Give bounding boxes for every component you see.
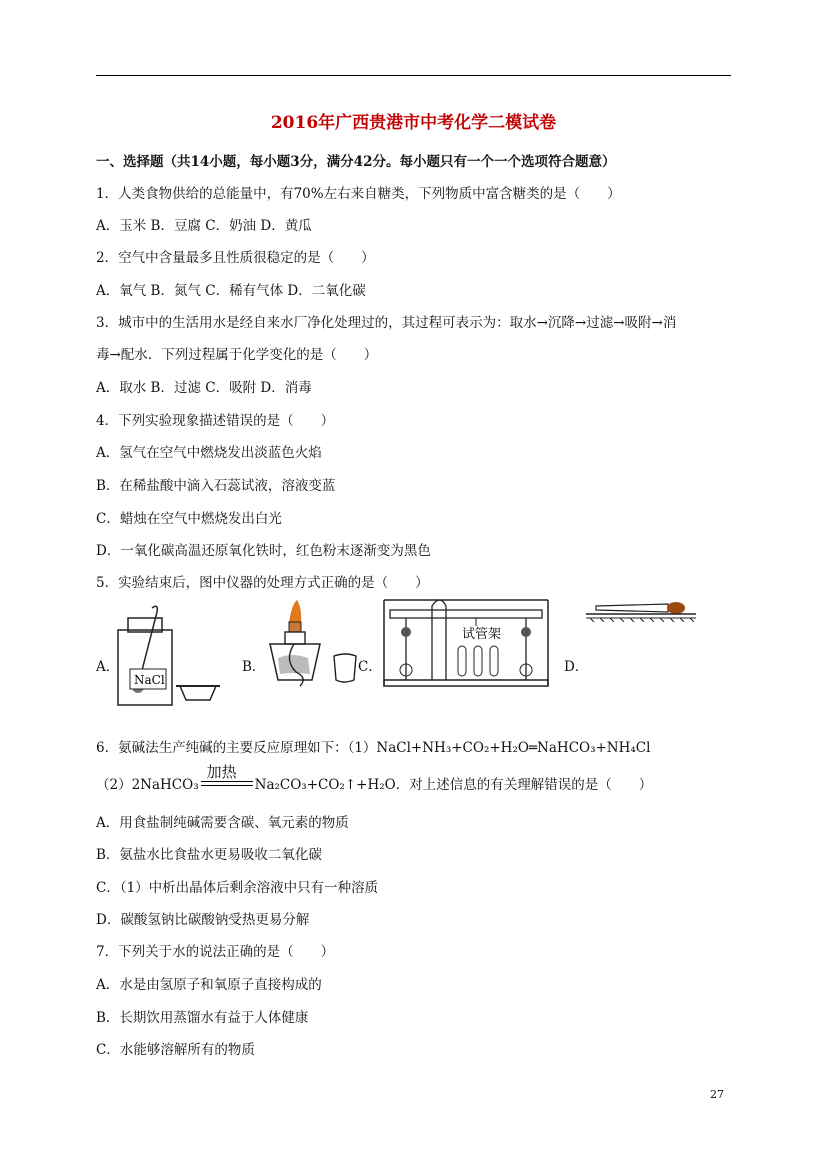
q1-stem: 1．人类食物供给的总能量中，有70%左右来自糖类，下列物质中富含糖类的是（ ） (96, 186, 621, 202)
q6-option-b: B．氨盐水比食盐水更易吸收二氧化碳 (96, 847, 322, 863)
page-number: 27 (710, 1088, 724, 1101)
q2-stem: 2．空气中含量最多且性质很稳定的是（ ） (96, 250, 375, 266)
q6-stem-line2 (96, 762, 653, 793)
q6-option-d: D．碳酸氢钠比碳酸钠受热更易分解 (96, 912, 310, 928)
q2-options: A．氧气 B．氮气 C．稀有气体 D．二氧化碳 (96, 283, 366, 299)
rack-label: 试管架 (462, 627, 502, 642)
q5-figure-a-bottle (112, 600, 227, 708)
q5-figure-b-lamp (262, 600, 362, 690)
q4-option-a: A．氢气在空气中燃烧发出淡蓝色火焰 (96, 445, 322, 461)
q3-stem-line1: 3．城市中的生活用水是经自来水厂净化处理过的，其过程可表示为：取水→沉降→过滤→吸附→消 (96, 315, 677, 331)
q3-stem-line2: 毒→配水．下列过程属于化学变化的是（ ） (96, 347, 378, 363)
q3-options: A．取水 B．过滤 C．吸附 D．消毒 (96, 380, 312, 396)
q6-heat-label: 加热 (206, 762, 237, 781)
q6-equation-left: （2）2NaHCO₃ (96, 777, 199, 793)
q7-stem: 7．下列关于水的说法正确的是（ ） (96, 944, 335, 960)
page-title: 2016年广西贵港市中考化学二模试卷 (270, 113, 557, 133)
section-heading: 一、选择题（共14小题，每小题3分，满分42分。每小题只有一个一个选项符合题意） (96, 154, 616, 170)
q5-figure-d-dropper (586, 596, 698, 622)
q5-label-b: B． (242, 659, 266, 675)
q7-option-c: C．水能够溶解所有的物质 (96, 1042, 255, 1058)
q5-label-c: C． (358, 659, 382, 675)
q4-option-d: D．一氧化碳高温还原氧化铁时，红色粉末逐渐变为黑色 (96, 543, 431, 559)
q7-option-a: A．水是由氢原子和氧原子直接构成的 (96, 977, 322, 993)
q6-option-a: A．用食盐制纯碱需要含碳、氧元素的物质 (96, 815, 349, 831)
q5-label-a: A． (96, 659, 120, 675)
q6-option-c: C．（1）中析出晶体后剩余溶液中只有一种溶质 (96, 880, 379, 896)
q5-figure-c-test-tube-rack (380, 598, 552, 690)
q4-stem: 4．下列实验现象描述错误的是（ ） (96, 413, 335, 429)
q6-equation-right: Na₂CO₃+CO₂↑+H₂O．对上述信息的有关理解错误的是（ ） (254, 777, 653, 793)
header-rule (96, 75, 731, 76)
q4-option-c: C．蜡烛在空气中燃烧发出白光 (96, 511, 282, 527)
q6-heat-arrow (201, 762, 253, 793)
q7-option-b: B．长期饮用蒸馏水有益于人体健康 (96, 1010, 309, 1026)
bottle-label: NaCl (134, 673, 165, 687)
q4-option-b: B．在稀盐酸中滴入石蕊试液，溶液变蓝 (96, 478, 336, 494)
q1-options: A．玉米 B．豆腐 C．奶油 D．黄瓜 (96, 218, 312, 234)
q6-stem-line1: 6．氨碱法生产纯碱的主要反应原理如下：（1）NaCl+NH₃+CO₂+H₂O═NaHCO₃+NH₄Cl (96, 740, 651, 756)
q5-label-d: D． (564, 659, 589, 675)
q5-stem: 5．实验结束后，图中仪器的处理方式正确的是（ ） (96, 575, 429, 591)
